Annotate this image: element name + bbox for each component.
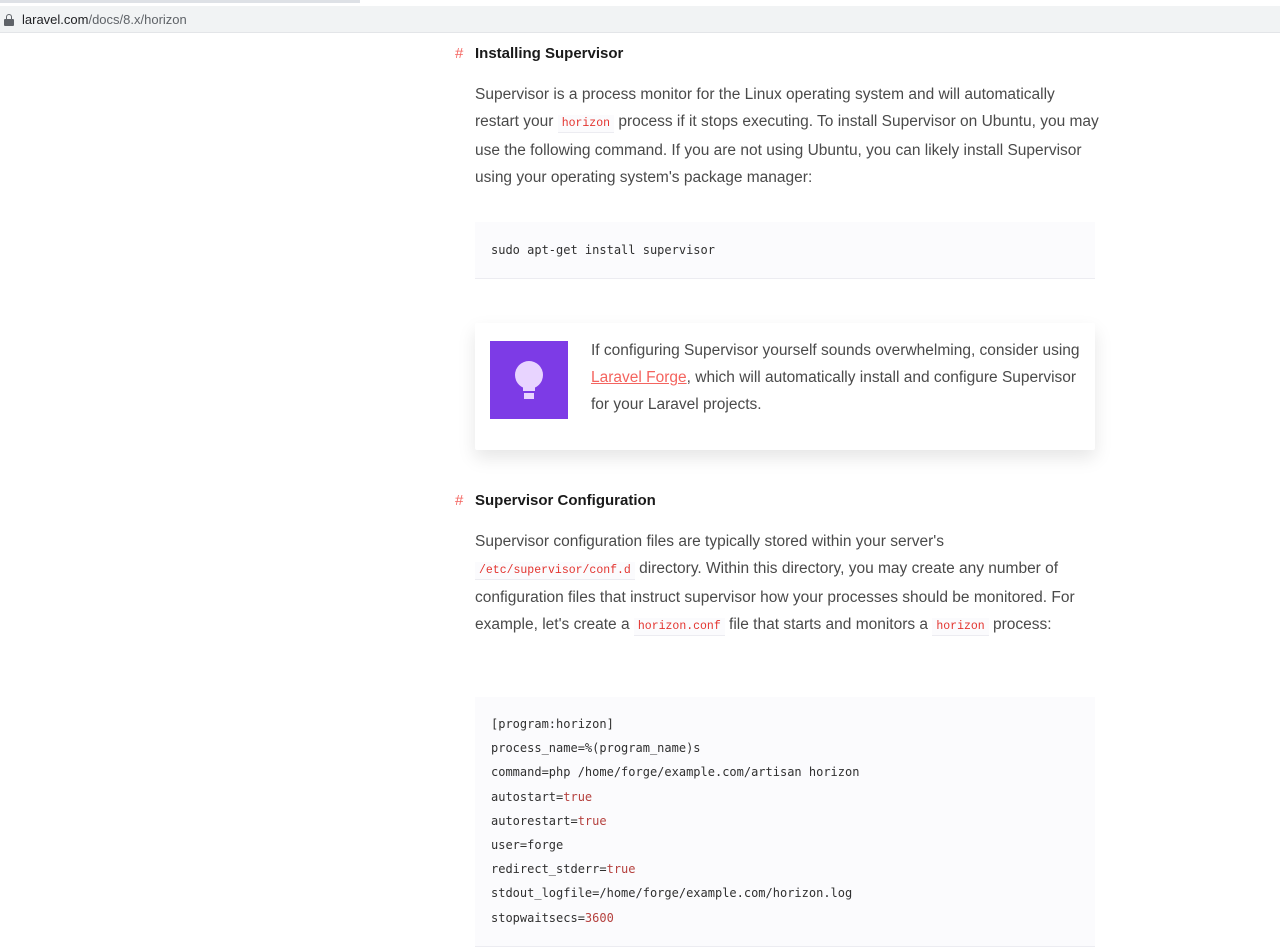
inline-code: /etc/supervisor/conf.d bbox=[475, 562, 635, 580]
inline-code: horizon bbox=[932, 618, 988, 636]
callout-text bbox=[591, 337, 1081, 418]
paragraph-text: file that starts and monitors a bbox=[724, 616, 933, 633]
code-line: stdout_logfile=/home/forge/example.com/horizon.log bbox=[491, 886, 853, 901]
tip-callout bbox=[475, 323, 1095, 450]
code-line: stopwaitsecs=3600 bbox=[491, 910, 614, 925]
address-bar[interactable] bbox=[0, 6, 1280, 33]
browser-tab-strip bbox=[0, 0, 360, 3]
laravel-forge-link[interactable]: Laravel Forge bbox=[591, 369, 687, 386]
anchor-link[interactable]: # bbox=[455, 492, 464, 509]
url-path: /docs/8.x/horizon bbox=[88, 11, 187, 27]
section-heading-supervisor-configuration bbox=[455, 492, 656, 509]
lock-icon[interactable] bbox=[4, 14, 14, 25]
paragraph-text: Supervisor is a process monitor for the Linux operating system and will automatically restart your bbox=[475, 86, 1055, 130]
inline-code: horizon.conf bbox=[634, 618, 725, 636]
callout-text-part: , which will automatically install and configure Supervisor for your Laravel projects. bbox=[591, 369, 1077, 413]
code-line: sudo apt-get install supervisor bbox=[491, 243, 715, 257]
code-line: user=forge bbox=[491, 837, 564, 852]
code-line: redirect_stderr=true bbox=[491, 862, 636, 877]
inline-code: horizon bbox=[558, 115, 614, 133]
lightbulb-icon bbox=[490, 341, 568, 419]
heading-text: Installing Supervisor bbox=[475, 45, 624, 62]
code-line: autostart=true bbox=[491, 789, 593, 804]
heading-text: Supervisor Configuration bbox=[475, 492, 656, 509]
paragraph-text: Supervisor configuration files are typically stored within your server's bbox=[475, 533, 945, 550]
paragraph-text: process if it stops executing. To install Supervisor on Ubuntu, you may use the following command. If you are not using Ubuntu, you can likely install Supervisor using your operating system's package manager: bbox=[475, 113, 1099, 186]
paragraph-text: process: bbox=[988, 616, 1052, 633]
installing-supervisor-paragraph bbox=[475, 81, 1100, 191]
code-line: process_name=%(program_name)s bbox=[491, 741, 701, 756]
code-block-install-command[interactable] bbox=[475, 222, 1095, 279]
url-host: laravel.com bbox=[22, 11, 89, 27]
callout-text-part: If configuring Supervisor yourself sounds overwhelming, consider using bbox=[591, 342, 1080, 359]
code-line: [program:horizon] bbox=[491, 717, 614, 731]
code-line: command=php /home/forge/example.com/artisan horizon bbox=[491, 765, 860, 780]
anchor-link[interactable]: # bbox=[455, 45, 464, 62]
paragraph-text: directory. Within this directory, you may create any number of configuration files that instruct supervisor how your processes should be monitored. For example, let's create a bbox=[475, 560, 1075, 633]
url-text[interactable] bbox=[22, 12, 187, 27]
section-heading-installing-supervisor bbox=[455, 45, 623, 62]
code-line: autorestart=true bbox=[491, 813, 607, 828]
supervisor-configuration-paragraph bbox=[475, 528, 1100, 640]
code-block-horizon-conf[interactable] bbox=[475, 697, 1095, 947]
